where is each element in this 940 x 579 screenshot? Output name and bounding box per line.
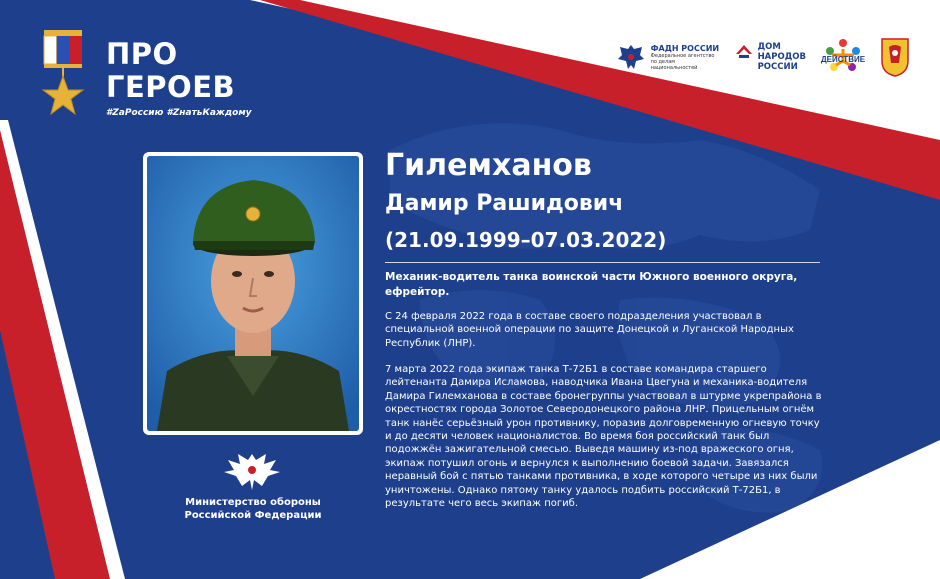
eagle-emblem-icon [616, 41, 646, 73]
partner-logos [616, 32, 910, 82]
brand-title-line2: ГЕРОЕВ [106, 70, 236, 104]
hero-photo-frame [143, 152, 363, 435]
hero-dates: (21.09.1999–07.03.2022) [385, 228, 667, 252]
house-roof-icon [735, 42, 753, 72]
ministry-name-line1: Министерство обороны [185, 497, 321, 508]
partner-kirov [880, 37, 910, 77]
partner-dom-narodov [735, 42, 806, 72]
partner-dom-line1: ДОМ [757, 42, 781, 52]
partner-dom-line2: НАРОДОВ [757, 52, 806, 62]
brand-title-line1: ПРО [106, 37, 178, 71]
hero-bio-paragraph-1: С 24 февраля 2022 года в составе своего подразделения участвовал в специальной военной операции по защите Донецкой и Луганской Народных Республик (ЛНР). [385, 311, 794, 349]
partner-fadn-name: ФАДН РОССИИ [650, 43, 720, 53]
colorful-figures-icon [820, 35, 866, 79]
soldier-portrait-icon [147, 156, 359, 431]
hero-surname: Гилемханов [385, 148, 592, 183]
hero-bio-paragraph-2: 7 марта 2022 года экипаж танка Т-72Б1 в составе командира старшего лейтенанта Дамира Исламова, наводчика Ивана Цвегуна и механика-водителя Дамира Гилемханова в составе бронегруппы участвовал в штурме укрепрайона в окрестностях города Золотое Северодонецкого района ЛНР. Прицельным огнём танк нанёс серьёзный урон противнику, поразив долговременную огневую точку и до десяти человек националистов. Во время боя российский танк был подожжён зажигательной смесью. Выведя машину из-под вражеского огня, экипаж потушил огонь и вернулся к выполнению боевой задачи. Завязался неравный бой с пятью танками противника, в ходе которого четыре из них были уничтожены. Однако пятому танку удалось подбить российский Т-72Б1, в результате чего весь экипаж погиб. [385, 364, 822, 510]
hero-given-names: Дамир Рашидович [385, 191, 624, 216]
gold-star-medal-icon [40, 28, 86, 124]
partner-deystvie-name: ДЕЙСТВИЕ [820, 55, 866, 64]
partner-fadn [616, 41, 721, 73]
mod-eagle-emblem-icon [222, 450, 282, 492]
partner-dom-line3: РОССИИ [757, 62, 798, 72]
ministry-name-line2: Российской Федерации [184, 510, 322, 521]
hero-photo [147, 156, 359, 431]
partner-fadn-sub: Федеральное агентство по делам национальностей [650, 52, 715, 71]
brand-hashtags: #ZaРоссию #ZнатьКаждому [106, 108, 252, 118]
partner-deystvie [820, 35, 866, 79]
hero-rank: Механик-водитель танка воинской части Южного военного округа, ефрейтор. [385, 271, 798, 298]
brand-title [106, 38, 235, 104]
hero-divider [385, 262, 820, 263]
kirov-region-coat-of-arms-icon [880, 37, 910, 77]
ministry-name [140, 496, 366, 522]
